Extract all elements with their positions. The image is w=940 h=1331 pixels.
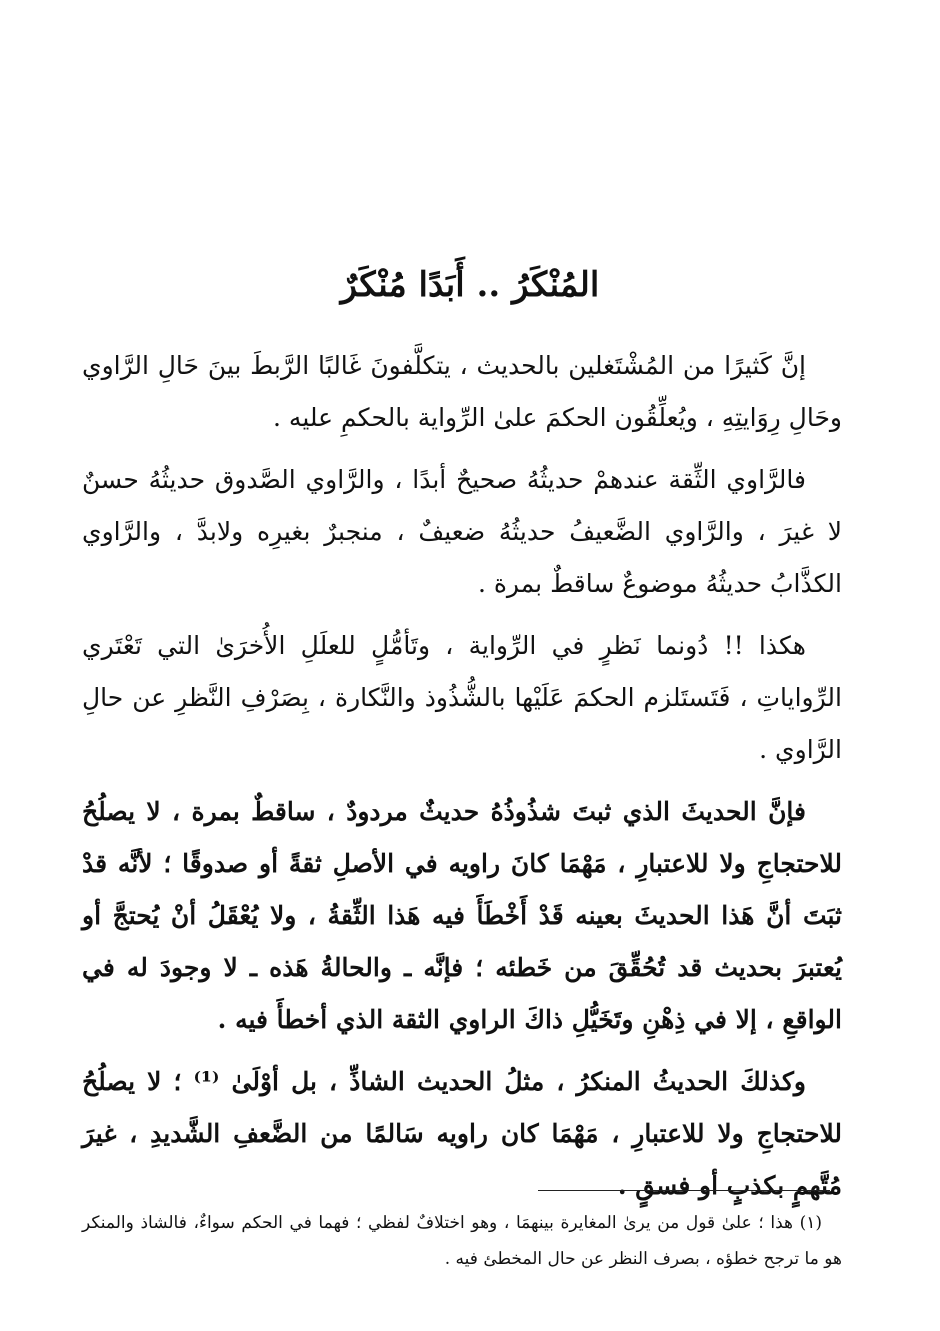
footnote-1: (١) هذا ؛ علىٰ قول من يرىٰ المغايرة بينهمَا ، وهو اختلافٌ لفظي ؛ فهما في الحكم سواءٌ، فالشاذ والمنكر هو ما ترجح خطؤه ، بصرف النظر عن حال المخطئ فيه . [82,1213,842,1269]
paragraph-5: وكذلكَ الحديثُ المنكرُ ، مثلُ الحديث الشاذِّ ، بل أوْلَىٰ ⁽¹⁾ ؛ لا يصلُحُ للاحتجاجِ ولا للاعتبارِ ، مَهْمَا كان راويه سَالمًا من الضَّعفِ الشَّديدِ ، غيرَ مُتَّهمٍ بكذبٍ أو فسقٍ . [82,1067,842,1200]
paragraph-1: إنَّ كَثيرًا من المُشْتَغلين بالحديث ، يتكلَّفونَ غَالبًا الرَّبطَ بينَ حَالِ الرَّاوي وحَالِ رِوَايتِهِ ، ويُعلِّقُون الحكمَ علىٰ الرِّواية بالحكمِ عليه . [82,351,842,432]
paragraph-3: هكذا !! دُونما نَظرٍ في الرِّواية ، وتَأمُّلٍ للعلَلِ الأُخرَىٰ التي تَعْتَري الرِّواياتِ ، فَتَستَلزم الحكمَ عَلَيْها بالشُّذُوذ والنَّكارة ، بِصَرْفِ النَّظرِ عن حالِ الرَّاوي . [82,631,842,764]
paragraph-4: فإنَّ الحديثَ الذي ثبتَ شذُوذُهُ حديثٌ مردودٌ ، ساقطٌ بمرة ، لا يصلُحُ للاحتجاجِ ولا للاعتبارِ ، مَهْمَا كانَ راويه في الأصلِ ثقةً أو صدوقًا ؛ لأنَّه قدْ ثبَتَ أنَّ هَذا الحديثَ بعينه قَدْ أَخْطَأَ فيه هَذا الثِّقةُ ، ولا يُعْقَلُ أنْ يُحتجَّ أو يُعتبرَ بحديث قد تُحُقِّقَ من خَطئه ؛ فإنَّه ـ والحالةُ هَذه ـ لا وجودَ له في الواقعِ ، إلا في ذِهْنِ وتَخَيُّلِ ذاكَ الراوي الثقة الذي أخطأَ فيه . [82,797,842,1034]
footnote-divider [538,1190,830,1191]
main-text [82,340,842,1222]
paragraph-2: فالرَّاوي الثِّقة عندهمْ حديثُهُ صحيحٌ أبدًا ، والرَّاوي الصَّدوق حديثُهُ حسنٌ لا غيرَ ، والرَّاوي الضَّعيفُ حديثُهُ ضعيفٌ ، منجبرٌ بغيرِه ولابدَّ ، والرَّاوي الكذَّابُ حديثُهُ موضوعٌ ساقطٌ بمرة . [82,465,842,598]
page-title: المُنْكَرُ .. أَبَدًا مُنْكَرٌ [340,264,600,305]
